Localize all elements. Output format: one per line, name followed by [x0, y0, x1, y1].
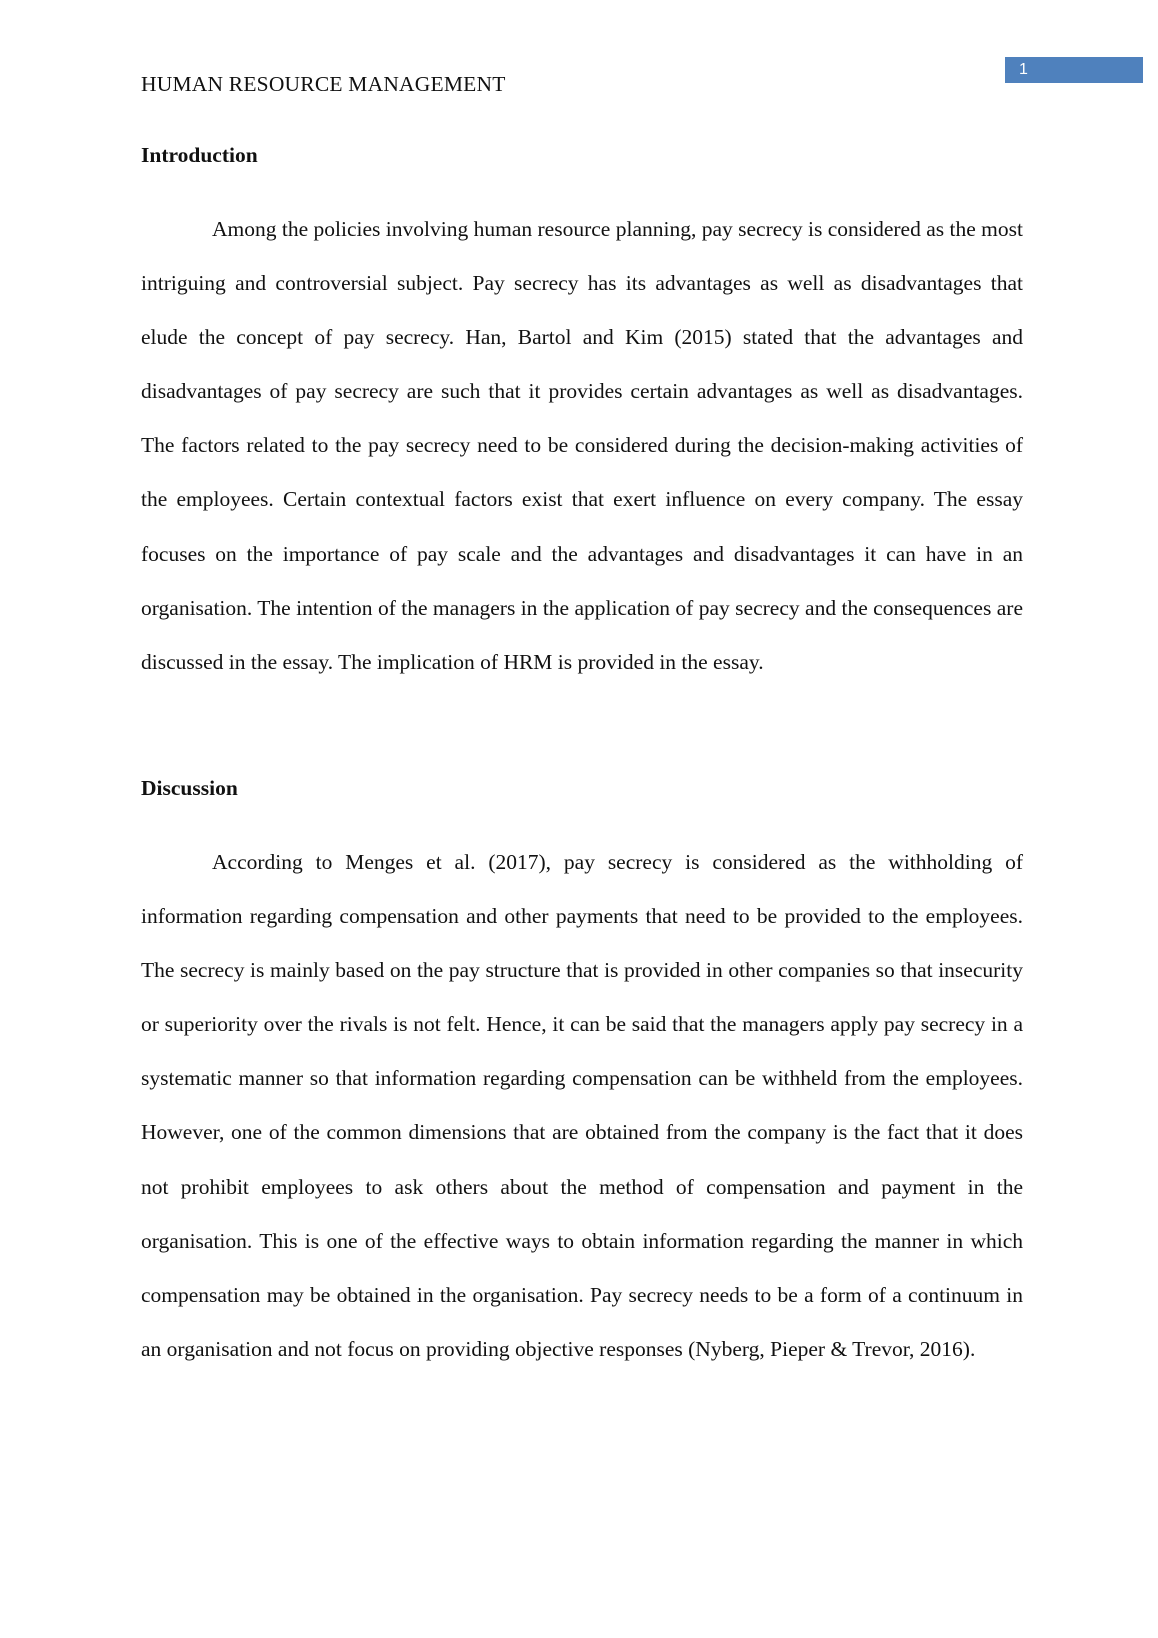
introduction-paragraph: Among the policies involving human resource planning, pay secrecy is considered as the most intriguing and controversial subject. Pay secrecy has its advantages as well as disadvantages that elude the concept of pay secrecy. Han, Bartol and Kim (2015) stated that the advantages and disadvantages of pay secrecy are such that it provides certain advantages as well as disadvantages. The factors related to the pay secrecy need to be considered during the decision-making activities of the employees. Certain contextual factors exist that exert influence on every company. The essay focuses on the importance of pay scale and the advantages and disadvantages it can have in an organisation. The intention of the managers in the application of pay secrecy and the consequences are discussed in the essay. The implication of HRM is provided in the essay. — [141, 217, 1023, 674]
introduction-heading: Introduction — [141, 143, 258, 167]
running-head: HUMAN RESOURCE MANAGEMENT — [141, 72, 506, 96]
discussion-paragraph: According to Menges et al. (2017), pay secrecy is considered as the withholding of information regarding compensation and other payments that need to be provided to the employees. The secrecy is mainly based on the pay structure that is provided in other companies so that insecurity or superiority over the rivals is not felt. Hence, it can be said that the managers apply pay secrecy in a systematic manner so that information regarding compensation can be withheld from the employees. However, one of the common dimensions that are obtained from the company is the fact that it does not prohibit employees to ask others about the method of compensation and payment in the organisation. This is one of the effective ways to obtain information regarding the manner in which compensation may be obtained in the organisation. Pay secrecy needs to be a form of a continuum in an organisation and not focus on providing objective responses (Nyberg, Pieper & Trevor, 2016). — [141, 850, 1023, 1361]
discussion-heading: Discussion — [141, 776, 238, 800]
page-number-badge: 1 — [1005, 57, 1143, 83]
